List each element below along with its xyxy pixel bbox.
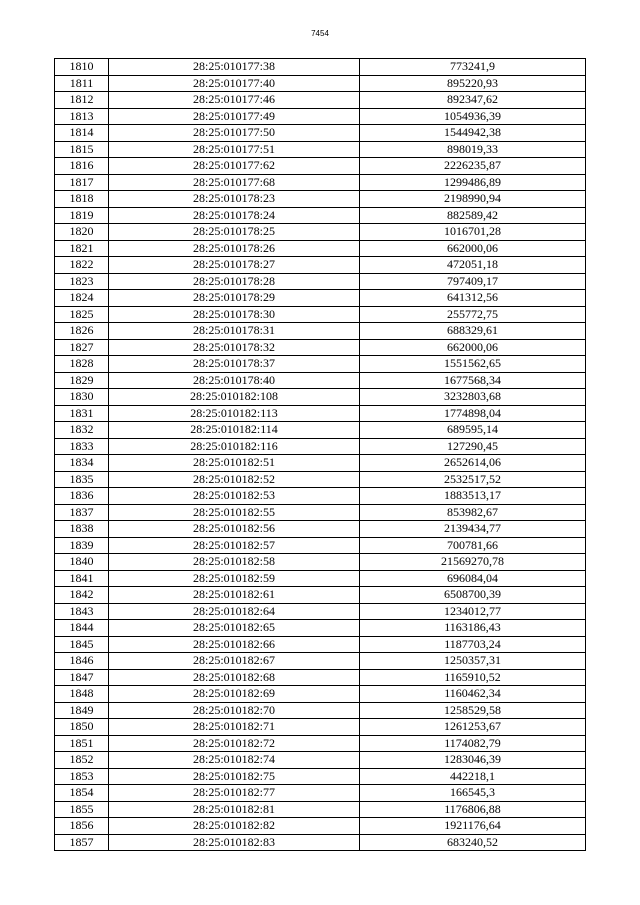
table-row (55, 653, 586, 670)
row-number-cell: 1819 (55, 207, 109, 224)
row-number-cell: 1844 (55, 620, 109, 637)
row-number-cell: 1811 (55, 75, 109, 92)
cadastral-number-cell: 28:25:010177:50 (109, 125, 360, 142)
table-row (55, 257, 586, 274)
row-number-cell: 1852 (55, 752, 109, 769)
cadastral-number-cell: 28:25:010177:68 (109, 174, 360, 191)
cadastral-value-cell: 1054936,39 (360, 108, 586, 125)
cadastral-number-cell: 28:25:010178:27 (109, 257, 360, 274)
row-number-cell: 1823 (55, 273, 109, 290)
cadastral-value-cell: 898019,33 (360, 141, 586, 158)
cadastral-number-cell: 28:25:010182:70 (109, 702, 360, 719)
row-number-cell: 1842 (55, 587, 109, 604)
table-row (55, 59, 586, 76)
table-row (55, 504, 586, 521)
cadastral-value-cell: 1544942,38 (360, 125, 586, 142)
cadastral-value-cell: 1677568,34 (360, 372, 586, 389)
table-row (55, 834, 586, 851)
cadastral-value-cell: 882589,42 (360, 207, 586, 224)
table-row (55, 521, 586, 538)
cadastral-number-cell: 28:25:010182:65 (109, 620, 360, 637)
row-number-cell: 1854 (55, 785, 109, 802)
table-row (55, 719, 586, 736)
cadastral-value-cell: 1258529,58 (360, 702, 586, 719)
table-row (55, 686, 586, 703)
row-number-cell: 1850 (55, 719, 109, 736)
cadastral-number-cell: 28:25:010182:68 (109, 669, 360, 686)
cadastral-value-cell: 2652614,06 (360, 455, 586, 472)
row-number-cell: 1813 (55, 108, 109, 125)
cadastral-number-cell: 28:25:010178:23 (109, 191, 360, 208)
table-row (55, 389, 586, 406)
row-number-cell: 1827 (55, 339, 109, 356)
cadastral-number-cell: 28:25:010182:61 (109, 587, 360, 604)
table-row (55, 207, 586, 224)
table-row (55, 75, 586, 92)
table-row (55, 570, 586, 587)
table-row (55, 818, 586, 835)
cadastral-number-cell: 28:25:010182:51 (109, 455, 360, 472)
cadastral-value-cell: 1163186,43 (360, 620, 586, 637)
table-row (55, 785, 586, 802)
cadastral-value-cell: 1174082,79 (360, 735, 586, 752)
table-row (55, 801, 586, 818)
cadastral-number-cell: 28:25:010182:59 (109, 570, 360, 587)
row-number-cell: 1848 (55, 686, 109, 703)
table-row (55, 240, 586, 257)
row-number-cell: 1853 (55, 768, 109, 785)
row-number-cell: 1820 (55, 224, 109, 241)
table-row (55, 191, 586, 208)
cadastral-number-cell: 28:25:010178:24 (109, 207, 360, 224)
cadastral-value-cell: 442218,1 (360, 768, 586, 785)
cadastral-value-cell: 1299486,89 (360, 174, 586, 191)
cadastral-number-cell: 28:25:010182:55 (109, 504, 360, 521)
row-number-cell: 1845 (55, 636, 109, 653)
cadastral-number-cell: 28:25:010182:67 (109, 653, 360, 670)
row-number-cell: 1843 (55, 603, 109, 620)
cadastral-number-cell: 28:25:010182:74 (109, 752, 360, 769)
table-row (55, 455, 586, 472)
cadastral-number-cell: 28:25:010177:62 (109, 158, 360, 175)
row-number-cell: 1838 (55, 521, 109, 538)
cadastral-value-cell: 1160462,34 (360, 686, 586, 703)
table-row (55, 405, 586, 422)
cadastral-number-cell: 28:25:010178:26 (109, 240, 360, 257)
row-number-cell: 1849 (55, 702, 109, 719)
table-row (55, 768, 586, 785)
cadastral-value-cell: 472051,18 (360, 257, 586, 274)
cadastral-value-cell: 166545,3 (360, 785, 586, 802)
table-row (55, 356, 586, 373)
cadastral-number-cell: 28:25:010182:53 (109, 488, 360, 505)
cadastral-number-cell: 28:25:010178:37 (109, 356, 360, 373)
cadastral-number-cell: 28:25:010182:75 (109, 768, 360, 785)
cadastral-value-cell: 2226235,87 (360, 158, 586, 175)
row-number-cell: 1822 (55, 257, 109, 274)
table-row (55, 438, 586, 455)
cadastral-value-cell: 1774898,04 (360, 405, 586, 422)
table-row (55, 471, 586, 488)
cadastral-number-cell: 28:25:010182:83 (109, 834, 360, 851)
row-number-cell: 1815 (55, 141, 109, 158)
cadastral-value-cell: 683240,52 (360, 834, 586, 851)
row-number-cell: 1818 (55, 191, 109, 208)
cadastral-value-cell: 1165910,52 (360, 669, 586, 686)
cadastral-value-cell: 641312,56 (360, 290, 586, 307)
cadastral-value-cell: 689595,14 (360, 422, 586, 439)
cadastral-number-cell: 28:25:010177:38 (109, 59, 360, 76)
cadastral-number-cell: 28:25:010178:31 (109, 323, 360, 340)
cadastral-value-cell: 1921176,64 (360, 818, 586, 835)
cadastral-value-cell: 21569270,78 (360, 554, 586, 571)
cadastral-value-cell: 1234012,77 (360, 603, 586, 620)
row-number-cell: 1830 (55, 389, 109, 406)
row-number-cell: 1857 (55, 834, 109, 851)
table-row (55, 158, 586, 175)
table-row (55, 92, 586, 109)
cadastral-value-cell: 853982,67 (360, 504, 586, 521)
cadastral-value-cell: 662000,06 (360, 339, 586, 356)
cadastral-number-cell: 28:25:010178:40 (109, 372, 360, 389)
cadastral-value-cell: 255772,75 (360, 306, 586, 323)
cadastral-number-cell: 28:25:010182:116 (109, 438, 360, 455)
cadastral-value-cell: 1261253,67 (360, 719, 586, 736)
cadastral-value-cell: 1250357,31 (360, 653, 586, 670)
cadastral-value-cell: 3232803,68 (360, 389, 586, 406)
table-row (55, 141, 586, 158)
row-number-cell: 1832 (55, 422, 109, 439)
table-row (55, 620, 586, 637)
row-number-cell: 1816 (55, 158, 109, 175)
cadastral-number-cell: 28:25:010182:114 (109, 422, 360, 439)
table-row (55, 108, 586, 125)
row-number-cell: 1814 (55, 125, 109, 142)
cadastral-number-cell: 28:25:010177:51 (109, 141, 360, 158)
table-row (55, 372, 586, 389)
cadastral-value-cell: 2139434,77 (360, 521, 586, 538)
cadastral-value-cell: 662000,06 (360, 240, 586, 257)
cadastral-value-cell: 1551562,65 (360, 356, 586, 373)
page-number: 7454 (311, 29, 329, 38)
cadastral-value-cell: 1187703,24 (360, 636, 586, 653)
cadastral-number-cell: 28:25:010177:49 (109, 108, 360, 125)
cadastral-value-cell: 700781,66 (360, 537, 586, 554)
cadastral-number-cell: 28:25:010182:56 (109, 521, 360, 538)
table-row (55, 636, 586, 653)
table-row (55, 306, 586, 323)
cadastral-number-cell: 28:25:010182:64 (109, 603, 360, 620)
cadastral-value-cell: 1283046,39 (360, 752, 586, 769)
cadastral-number-cell: 28:25:010178:28 (109, 273, 360, 290)
cadastral-number-cell: 28:25:010178:29 (109, 290, 360, 307)
row-number-cell: 1810 (55, 59, 109, 76)
cadastral-value-cell: 773241,9 (360, 59, 586, 76)
row-number-cell: 1835 (55, 471, 109, 488)
cadastral-number-cell: 28:25:010182:66 (109, 636, 360, 653)
row-number-cell: 1851 (55, 735, 109, 752)
row-number-cell: 1812 (55, 92, 109, 109)
row-number-cell: 1856 (55, 818, 109, 835)
cadastral-number-cell: 28:25:010178:25 (109, 224, 360, 241)
table-row (55, 702, 586, 719)
cadastral-value-cell: 1016701,28 (360, 224, 586, 241)
row-number-cell: 1836 (55, 488, 109, 505)
cadastral-number-cell: 28:25:010177:40 (109, 75, 360, 92)
row-number-cell: 1831 (55, 405, 109, 422)
cadastral-number-cell: 28:25:010182:113 (109, 405, 360, 422)
row-number-cell: 1821 (55, 240, 109, 257)
row-number-cell: 1824 (55, 290, 109, 307)
row-number-cell: 1846 (55, 653, 109, 670)
table-row (55, 290, 586, 307)
table-row (55, 422, 586, 439)
cadastral-value-cell: 1883513,17 (360, 488, 586, 505)
row-number-cell: 1828 (55, 356, 109, 373)
cadastral-value-cell: 127290,45 (360, 438, 586, 455)
row-number-cell: 1837 (55, 504, 109, 521)
row-number-cell: 1826 (55, 323, 109, 340)
cadastral-number-cell: 28:25:010182:108 (109, 389, 360, 406)
cadastral-value-cell: 696084,04 (360, 570, 586, 587)
cadastral-number-cell: 28:25:010182:72 (109, 735, 360, 752)
row-number-cell: 1840 (55, 554, 109, 571)
cadastral-value-cell: 6508700,39 (360, 587, 586, 604)
table-body (55, 59, 586, 851)
cadastral-value-cell: 688329,61 (360, 323, 586, 340)
table-row (55, 488, 586, 505)
cadastral-number-cell: 28:25:010177:46 (109, 92, 360, 109)
row-number-cell: 1817 (55, 174, 109, 191)
table-row (55, 339, 586, 356)
table-row (55, 174, 586, 191)
cadastral-number-cell: 28:25:010182:77 (109, 785, 360, 802)
cadastral-number-cell: 28:25:010182:71 (109, 719, 360, 736)
table-row (55, 323, 586, 340)
cadastral-value-cell: 1176806,88 (360, 801, 586, 818)
cadastral-number-cell: 28:25:010182:58 (109, 554, 360, 571)
row-number-cell: 1834 (55, 455, 109, 472)
table-row (55, 273, 586, 290)
cadastral-number-cell: 28:25:010182:82 (109, 818, 360, 835)
cadastral-value-cell: 895220,93 (360, 75, 586, 92)
row-number-cell: 1833 (55, 438, 109, 455)
row-number-cell: 1829 (55, 372, 109, 389)
table-row (55, 587, 586, 604)
cadastral-value-table (54, 58, 586, 851)
cadastral-value-cell: 797409,17 (360, 273, 586, 290)
cadastral-number-cell: 28:25:010182:57 (109, 537, 360, 554)
cadastral-value-cell: 892347,62 (360, 92, 586, 109)
row-number-cell: 1855 (55, 801, 109, 818)
cadastral-number-cell: 28:25:010178:32 (109, 339, 360, 356)
row-number-cell: 1841 (55, 570, 109, 587)
row-number-cell: 1839 (55, 537, 109, 554)
cadastral-value-cell: 2532517,52 (360, 471, 586, 488)
cadastral-value-cell: 2198990,94 (360, 191, 586, 208)
cadastral-number-cell: 28:25:010182:52 (109, 471, 360, 488)
row-number-cell: 1825 (55, 306, 109, 323)
table-row (55, 735, 586, 752)
table-row (55, 554, 586, 571)
row-number-cell: 1847 (55, 669, 109, 686)
table-row (55, 603, 586, 620)
table-row (55, 537, 586, 554)
table-row (55, 224, 586, 241)
table-row (55, 752, 586, 769)
cadastral-number-cell: 28:25:010182:81 (109, 801, 360, 818)
cadastral-number-cell: 28:25:010182:69 (109, 686, 360, 703)
table-row (55, 669, 586, 686)
table-row (55, 125, 586, 142)
cadastral-number-cell: 28:25:010178:30 (109, 306, 360, 323)
